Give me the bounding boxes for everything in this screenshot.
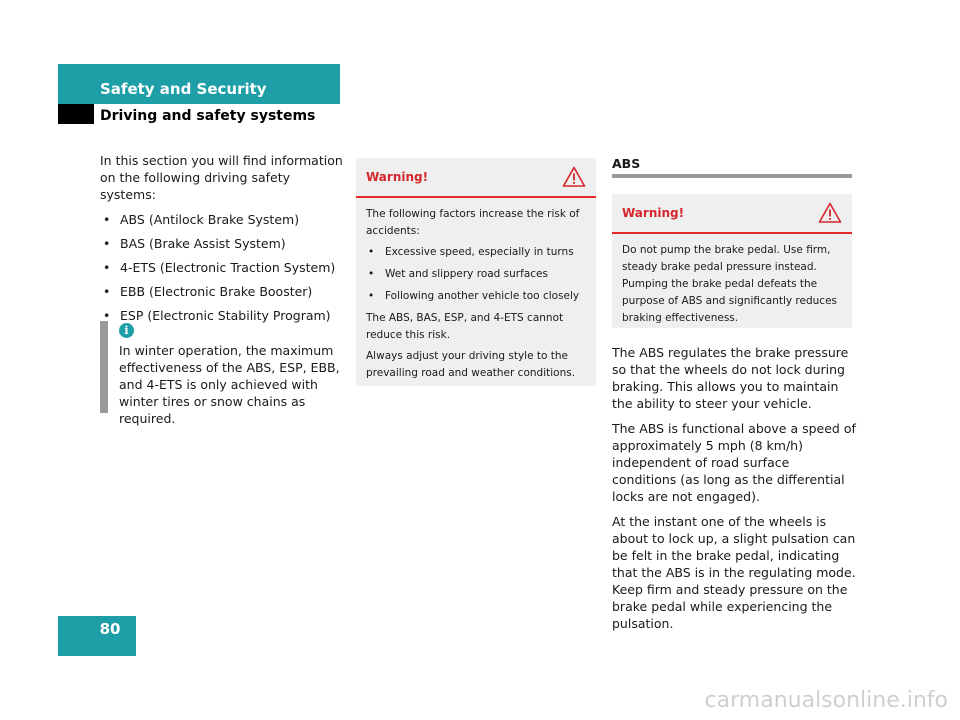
- warning-body: [612, 234, 852, 337]
- systems-list: [100, 211, 344, 324]
- list-item: • Excessive speed, especially in turns: [366, 244, 586, 261]
- warning-title: Warning!: [366, 170, 429, 184]
- abs-paragraph: The ABS regulates the brake pressure so that the wheels do not lock during braking. This allows you to maintain the ability to steer your vehicle.: [612, 345, 849, 411]
- list-item: • ESP (Electronic Stability Program): [100, 307, 344, 324]
- abs-heading-rule: [612, 174, 852, 178]
- list-item: • EBB (Electronic Brake Booster): [100, 283, 344, 300]
- subsection-marker: [58, 104, 94, 124]
- section-title: Safety and Security: [100, 80, 267, 98]
- warning-paragraph: The ABS, BAS, ESP, and 4-ETS cannot reduce this risk.: [366, 312, 564, 341]
- list-item: • 4-ETS (Electronic Traction System): [100, 259, 344, 276]
- warning-header: [612, 194, 852, 234]
- abs-heading: ABS: [612, 156, 641, 171]
- warning-intro: The following factors increase the risk of accidents:: [366, 208, 580, 237]
- list-item: • ABS (Antilock Brake System): [100, 211, 344, 228]
- info-note: [100, 321, 346, 426]
- intro-text: In this section you will find information on the following driving safety systems:: [100, 153, 343, 202]
- intro-column: [100, 152, 344, 331]
- warning-header: [356, 158, 596, 198]
- warning-title: Warning!: [622, 206, 685, 220]
- list-item: • Wet and slippery road surfaces: [366, 266, 586, 283]
- watermark-text: carmanualsonline.info: [704, 688, 948, 713]
- warning-box-abs: [612, 194, 852, 328]
- list-item: • BAS (Brake Assist System): [100, 235, 344, 252]
- abs-paragraph: The ABS is functional above a speed of approximately 5 mph (8 km/h) independent of road surface conditions (as long as the differential locks are not engaged).: [612, 421, 856, 504]
- page-number: 80: [99, 620, 121, 638]
- warning-body: [356, 198, 596, 392]
- subsection-title: Driving and safety systems: [100, 108, 316, 124]
- warning-triangle-icon: [562, 165, 586, 189]
- abs-paragraph: At the instant one of the wheels is about to lock up, a slight pulsation can be felt in the brake pedal, indicating that the ABS is in the regulating mode. Keep firm and steady pressure on the brake pedal while experiencing the pulsation.: [612, 514, 856, 631]
- list-item: • Following another vehicle too closely: [366, 288, 586, 305]
- warning-triangle-icon: [818, 201, 842, 225]
- warning-paragraph: Always adjust your driving style to the prevailing road and weather conditions.: [366, 350, 576, 379]
- info-note-bar: [100, 321, 108, 413]
- warning-text: Do not pump the brake pedal. Use firm, steady brake pedal pressure instead. Pumping the brake pedal defeats the purpose of ABS and significantly reduces braking effectiveness.: [622, 244, 838, 324]
- risk-factor-list: [366, 244, 586, 305]
- info-icon: i: [119, 323, 134, 338]
- abs-column: [612, 344, 856, 640]
- info-note-text: In winter operation, the maximum effectiveness of the ABS, ESP, EBB, and 4-ETS is only achieved with winter tires or snow chains as required.: [119, 343, 340, 426]
- warning-box-general: [356, 158, 596, 386]
